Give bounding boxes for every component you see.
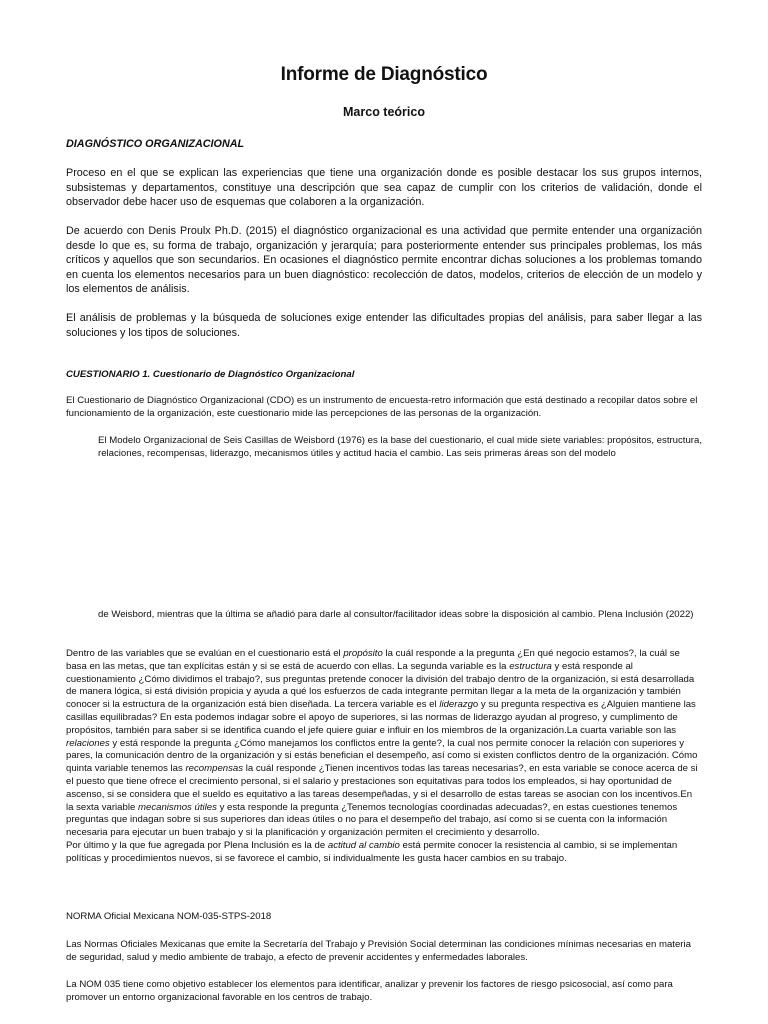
term-liderazgo: liderazg <box>439 699 473 711</box>
paragraph-analisis: El análisis de problemas y la búsqueda de soluciones exige entender las dificultades propias del análisis, para saber llegar a las soluciones y los tipos de soluciones. <box>66 312 702 339</box>
paragraph-weisbord-end: de Weisbord, mientras que la última se añadió para darle al consultor/facilitador ideas sobre la disposición al cambio. Plena Inclusión (2022) <box>98 609 694 620</box>
section-heading-cuestionario: CUESTIONARIO 1. Cuestionario de Diagnóstico Organizacional <box>66 369 355 380</box>
paragraph-proulx: De acuerdo con Denis Proulx Ph.D. (2015) el diagnóstico organizacional es una actividad que permite entender una organización desde lo que es, su forma de trabajo, organización y jerarquía; para posteriormente entender sus principales problemas, los más críticos y aquellos que son secundarios. En ocasiones el diagnóstico permite encontrar dichas soluciones a los problemas tomando en cuenta los elementos necesarios para un buen diagnóstico: recolección de datos, modelos, criterios de elección de un modelo y los elementos de análisis. <box>66 225 702 295</box>
term-estructura: estructura <box>509 660 552 672</box>
norma-heading: NORMA Oficial Mexicana NOM-035-STPS-2018 <box>66 911 272 922</box>
term-mecanismos: mecanismos útiles <box>138 801 217 813</box>
paragraph-normas: Las Normas Oficiales Mexicanas que emite la Secretaría del Trabajo y Previsión Social determinan las condiciones mínimas necesarias en materia de seguridad, salud y medio ambiente de trabajo, a efecto de prevenir accidentes y enfermedades laborales. <box>66 939 691 963</box>
paragraph-cdo: El Cuestionario de Diagnóstico Organizacional (CDO) es un instrumento de encuesta-retro información que está destinado a recopilar datos sobre el funcionamiento de la organización, este cuestionario mide las percepciones de las personas de la organización. <box>66 395 698 419</box>
term-recompensas: recompensas <box>185 763 244 775</box>
paragraph-weisbord-start: El Modelo Organizacional de Seis Casillas de Weisbord (1976) es la base del cuestionario, el cual mide siete variables: propósitos, estructura, relaciones, recompensas, liderazgo, mecanismos útiles y actitud hacia el cambio. Las seis primeras áreas son del modelo <box>98 435 702 459</box>
term-proposito: propósito <box>343 648 383 659</box>
term-relaciones: relaciones <box>66 737 110 749</box>
section-heading-diagnostico: DIAGNÓSTICO ORGANIZACIONAL <box>66 138 245 150</box>
paragraph-variables: Dentro de las variables que se evalúan en el cuestionario está el propósito la cuál responde a la pregunta ¿En qué negocio estamos?, la cuál se basa en las metas, que tan explícitas están y si se está de acuerdo con ellas. La segunda variable es la estructura y está responde al cuestionamiento ¿Cómo dividimos el trabajo?, sus preguntas pretende conocer la división del trabajo dentro de la organización, si está desarrollada de manera lógica, si está división propicia y ayuda a qué los esfuerzos de cada integrante permitan llegar a la meta de la organización y también conocer si la estructura de la organización está bien diseñada. La tercera variable es el liderazgo y su pregunta respectiva es ¿Alguien mantiene las casillas equilibradas? En esta podemos indagar sobre el apoyo de superiores, si las normas de liderazgo ayudan al progreso, y cumplimento de propósitos, también para saber si se identifica cuando el jefe quiere guiar e influir en los miembros de la organización.La cuarta variable son las relaciones y está responde la pregunta ¿Cómo manejamos los conflictos entre la gente?, la cual nos permite conocer la relación con superiores y pares, la comunicación dentro de la organización y si estás benefician el desempeño, así como si existen conflictos dentro de la organización. Cómo quinta variable tenemos las recompensas la cuál responde ¿Tienen incentivos todas las tareas necesarias?, en esta variable se conoce acerca de si el puesto que tiene ofrece el crecimiento personal, si el salario y prestaciones son equitativas para todos los empleados, si hay oportunidad de ascenso, si se considera que el sueldo es equitativo a las tareas desempeñadas, y si el desarrollo de estas tareas se asocian con los incentivos.En la sexta variable mecanismos útiles y esta responde la pregunta ¿Tenemos tecnologías coordinadas adecuadas?, en estas cuestiones tenemos preguntas que indagan sobre si sus superiores dan ideas útiles o no para el desempeño del trabajo, así como si se cuenta con la información necesaria para ejecutar un buen trabajo y si la planificación y organización permiten el crecimiento y desarrollo. Por último y la que fue agregada por Plena Inclusión es la de actitud al cambio está permite conocer la resistencia al cambio, si se implementan políticas y procedimientos nuevos, si se favorece el cambio, si individualmente les gusta hacer cambios en su trabajo. <box>66 648 698 864</box>
document-title: Informe de Diagnóstico <box>280 64 488 85</box>
paragraph-nom035: La NOM 035 tiene como objetivo establecer los elementos para identificar, analizar y prevenir los factores de riesgo psicosocial, así como para promover un entorno organizacional favorable en los centros de trabajo. <box>66 979 673 1003</box>
term-actitud: actitud al cambio <box>327 839 400 851</box>
paragraph-proceso: Proceso en el que se explican las experiencias que tiene una organización donde es posible destacar los sus grupos internos, subsistemas y departamentos, constituye una descripción que sea capaz de cumplir con los criterios de validación, donde el observador debe hacer uso de esquemas que colaboren a la organización. <box>66 167 702 208</box>
document-subtitle: Marco teórico <box>343 105 425 119</box>
